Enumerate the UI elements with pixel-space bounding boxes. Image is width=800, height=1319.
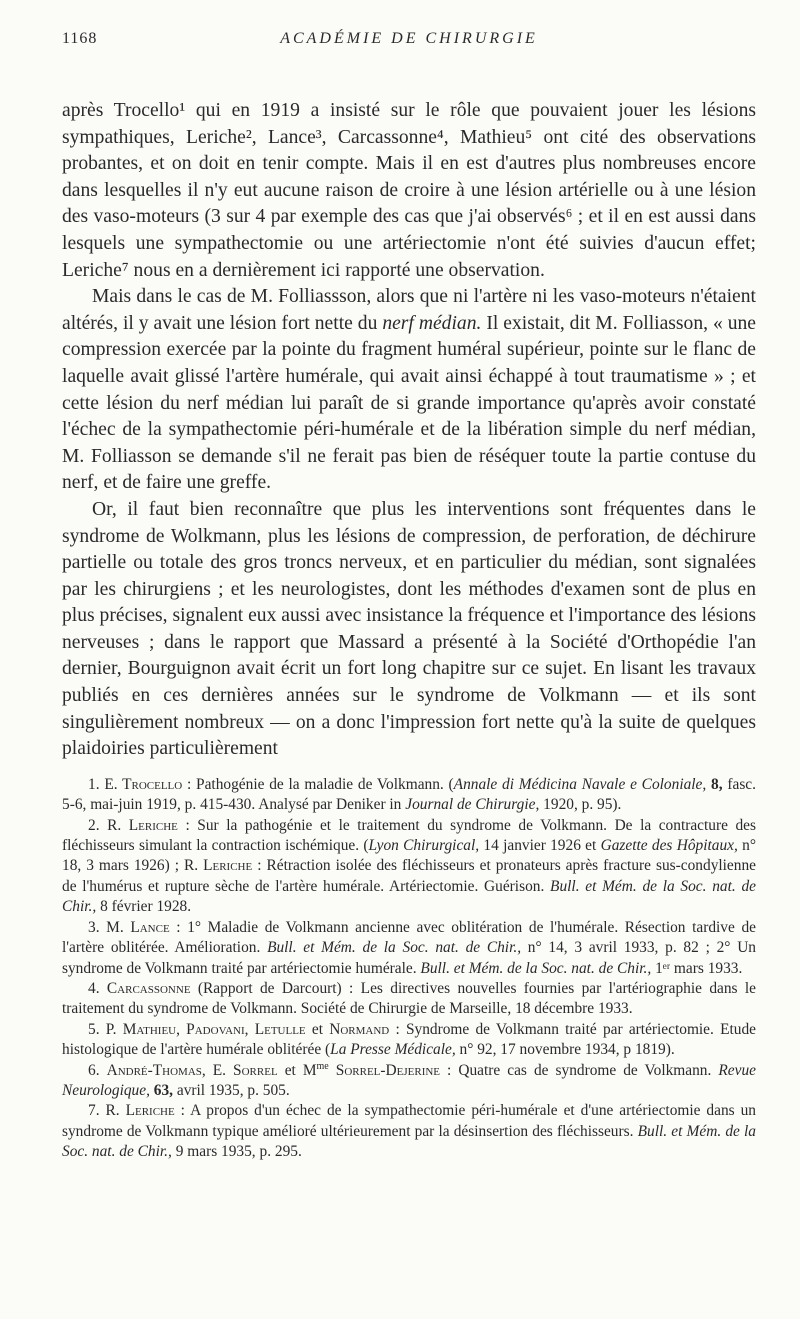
footnote-text: 9 mars 1935, p. 295. [171, 1143, 302, 1161]
paragraph-1: après Trocello¹ qui en 1919 a insisté sur le rôle que pouvaient jouer les lésions sympathiques, Leriche², Lance³, Carcassonne⁴, Mathieu⁵ ont cité des observations probantes, et on doit en tenir compte. Mais il en est d'autres plus nombreuses encore dans lesquelles il n'y eut aucune raison de croire à une lésion artérielle ou à une lésion des vaso-moteurs (3 sur 4 par exemple des cas que j'ai observés⁶ ; et il en est aussi dans lesquels une sympathectomie ou une artériectomie n'ont été suivies d'aucun effet; Leriche⁷ nous en a dernièrement ici rapporté une observation. [62, 100, 756, 281]
footnote-author: Carcassonne [106, 979, 191, 997]
footnote-7 [62, 1101, 756, 1162]
footnote-text: 1ᵉʳ mars 1933. [651, 959, 743, 977]
footnote-journal: Annale di Médicina Navale e Coloniale, [453, 775, 707, 793]
footnote-text: avril 1935, p. 505. [173, 1081, 290, 1099]
footnote-author: P. Mathieu, Padovani, Letulle [105, 1020, 306, 1038]
footnote-text: : A propos d'un échec de la sympathectomie péri-humérale et d'une artériectomie dans un syndrome de Volkmann typique amélioré ultérieurement par la désinsertion des fléchisseurs. [62, 1102, 756, 1140]
footnotes [62, 775, 756, 1163]
footnote-number: 4. [88, 979, 100, 997]
paragraph-3: Or, il faut bien reconnaître que plus les interventions sont fréquentes dans le syndrome de Wolkmann, plus les lésions de compression, de perforation, de déchirure partielle ou totale des gros troncs nerveux, et en particulier du médian, sont signalées par les chirurgiens ; et les neurologistes, dont les méthodes d'examen sont de plus en plus précises, signalent eux aussi avec insistance la fréquence et l'importance des lésions nerveuses ; dans le rapport que Massard a présenté à la Société d'Orthopédie l'an dernier, Bourguignon avait écrit un fort long chapitre sur ce sujet. En lisant les travaux publiés en ces dernières années sur le syndrome de Volkmann — et ils sont singulièrement nombreux — on a donc l'impression fort nette qu'à la suite de quelques plaidoiries particulièrement [62, 498, 756, 760]
body-text [62, 98, 756, 763]
footnote-journal: Bull. et Mém. de la Soc. nat. de Chir., [62, 1122, 756, 1161]
footnote-number: 2. [88, 816, 100, 834]
footnote-author: M. Lance [106, 918, 170, 936]
footnote-2 [62, 816, 756, 918]
footnote-number: 5. [88, 1020, 100, 1038]
footnote-journal: Journal de Chirurgie, [405, 796, 540, 814]
footnote-number: 3. [88, 918, 100, 936]
footnote-journal: La Presse Médicale, [330, 1041, 456, 1059]
footnote-text: et M [277, 1061, 317, 1079]
footnote-number: 1. [88, 775, 100, 793]
footnote-author: André-Thomas, E. Sorrel [106, 1061, 278, 1079]
footnote-5 [62, 1020, 756, 1061]
footnote-journal: Bull. et Mém. de la Soc. nat. de Chir., [420, 959, 652, 977]
footnote-journal: Bull. et Mém. de la Soc. nat. de Chir., [267, 939, 522, 957]
footnote-text: : Quatre cas de syndrome de Volkmann. [440, 1061, 719, 1079]
footnote-volume: 63, [149, 1081, 174, 1099]
footnote-number: 7. [88, 1102, 100, 1120]
footnote-3 [62, 918, 756, 979]
footnote-text: : Syndrome de Volkmann traité par artériectomie. Etude histologique de l'artère humérale oblitérée ( [62, 1020, 756, 1059]
footnote-author: Sorrel-Dejerine [328, 1061, 441, 1079]
footnote-number: 6. [88, 1061, 100, 1079]
footnote-text: : Pathogénie de la maladie de Volkmann. ( [182, 775, 454, 793]
footnote-1 [62, 775, 756, 816]
footnote-text: 1920, p. 95). [539, 796, 622, 814]
footnote-journal: Gazette des Hôpitaux, [600, 837, 738, 855]
footnote-text: n° 14, 3 avril 1933, p. 82 ; 2° Un syndrome de Volkmann traité par artériectomie humérale. [62, 939, 756, 977]
footnote-journal: Revue Neurologique, [62, 1061, 756, 1099]
footnote-journal: Lyon Chirurgical, [368, 837, 480, 855]
footnote-text: (Rapport de Darcourt) : Les directives nouvelles fournies par l'artériographie dans le traitement du syndrome de Volkmann. Société de Chirurgie de Marseille, 18 décembre 1933. [62, 979, 757, 1018]
page-number: 1168 [62, 30, 98, 47]
footnote-text: et [305, 1020, 330, 1038]
footnote-6 [62, 1061, 756, 1102]
paragraph-2-emphasis: nerf médian. [382, 312, 482, 334]
footnote-author: E. Trocello [104, 775, 183, 793]
paragraph-2 [62, 284, 756, 497]
footnote-text: n° 18, 3 mars 1926) ; [62, 837, 756, 875]
footnote-author: Normand [329, 1020, 390, 1038]
footnote-superscript: me [316, 1060, 329, 1072]
footnote-text: n° 92, 17 novembre 1934, p 1819). [455, 1041, 675, 1059]
running-head [62, 30, 756, 56]
footnote-author: R. Leriche [184, 857, 253, 875]
footnote-text: : Rétraction isolée des fléchisseurs et pronateurs après fracture sus-condylienne de l'humérus et rupture sèche de l'artère humérale. Artériectomie. Guérison. [62, 857, 756, 895]
footnote-text: 8 février 1928. [96, 898, 192, 916]
journal-title: ACADÉMIE DE CHIRURGIE [280, 30, 538, 47]
footnote-4 [62, 979, 756, 1020]
paragraph-2-end: Il existait, dit M. Folliasson, « une compression exercée par la pointe du fragment huméral supérieur, pointe sur le flanc de laquelle avait glissé l'artère humérale, qui avait ainsi échappé à tout traumatisme » ; et cette lésion du nerf médian lui paraît de si grande importance qu'après avoir constaté l'échec de la sympathectomie péri-humérale et de la libération simple du nerf médian, M. Folliasson se demande s'il ne ferait pas bien de réséquer toute la partie contuse du nerf, et de faire une greffe. [62, 312, 756, 494]
footnote-text: 14 janvier 1926 et [479, 837, 601, 855]
footnote-text: fasc. 5-6, mai-juin 1919, p. 415-430. Analysé par Deniker in [62, 775, 756, 814]
footnote-volume: 8, [706, 775, 723, 793]
footnote-journal: Bull. et Mém. de la Soc. nat. de Chir., [62, 877, 756, 916]
footnote-author: R. Leriche [107, 816, 178, 834]
footnote-text: : 1° Maladie de Volkmann ancienne avec oblitération de l'humérale. Résection tardive de l'artère oblitérée. Amélioration. [62, 918, 756, 957]
footnote-text: : Sur la pathogénie et le traitement du syndrome de Volkmann. De la contracture des fléchisseurs simulant la contraction ischémique. ( [62, 816, 756, 855]
paragraph-2-start: Mais dans le cas de M. Folliassson, alors que ni l'artère ni les vaso-moteurs n'étaient altérés, il y avait une lésion fort nette du [62, 286, 756, 334]
footnote-author: R. Leriche [105, 1102, 175, 1120]
